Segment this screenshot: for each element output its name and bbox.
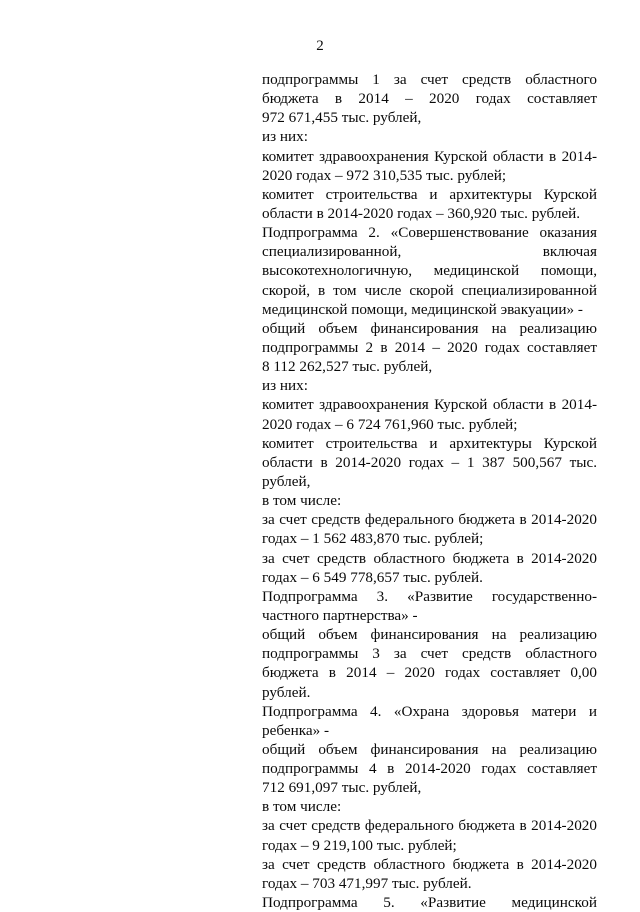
text-line: за счет средств областного бюджета в 2014-2020 <box>262 549 597 567</box>
text-line: 8 112 262,527 тыс. рублей, <box>262 358 433 376</box>
text-line: подпрограммы 3 за счет средств областного <box>262 645 597 663</box>
paragraph <box>262 147 597 185</box>
text-line: 2020 годах – 972 310,535 тыс. рублей; <box>262 166 507 184</box>
text-line: годах – 1 562 483,870 тыс. рублей; <box>262 530 484 548</box>
text-line: общий объем финансирования на реализацию <box>262 626 597 644</box>
text-line: годах – 9 219,100 тыс. рублей; <box>262 836 457 854</box>
text-line: Подпрограмма 3. «Развитие государственно- <box>262 587 597 605</box>
text-line: годах – 703 471,997 тыс. рублей. <box>262 874 472 892</box>
paragraph <box>262 510 597 548</box>
paragraph <box>262 70 597 127</box>
text-line: рублей, <box>262 472 311 490</box>
paragraph <box>262 376 597 395</box>
text-line: комитет здравоохранения Курской области в 2014- <box>262 147 597 165</box>
text-line: подпрограммы 2 в 2014 – 2020 годах составляет <box>262 338 597 356</box>
text-line: Подпрограмма 5. «Развитие медицинской <box>262 894 597 912</box>
paragraph <box>262 816 597 854</box>
document-body <box>262 70 597 912</box>
paragraph <box>262 185 597 223</box>
paragraph <box>262 702 597 740</box>
text-line: из них: <box>262 377 308 395</box>
page-number: 2 <box>316 38 324 54</box>
text-line: комитет строительства и архитектуры Курской <box>262 434 597 452</box>
text-line: рублей. <box>262 683 311 701</box>
text-line: Подпрограмма 4. «Охрана здоровья матери и <box>262 702 597 720</box>
paragraph <box>262 893 597 912</box>
paragraph <box>262 127 597 146</box>
text-line: комитет здравоохранения Курской области в 2014- <box>262 396 597 414</box>
text-line: подпрограммы 1 за счет средств областного <box>262 71 597 88</box>
paragraph <box>262 223 597 319</box>
text-line: за счет средств федерального бюджета в 2014-2020 <box>262 817 597 835</box>
paragraph <box>262 740 597 797</box>
text-line: в том числе: <box>262 798 342 816</box>
paragraph <box>262 797 597 816</box>
paragraph <box>262 434 597 491</box>
text-line: общий объем финансирования на реализацию <box>262 740 597 758</box>
paragraph <box>262 319 597 376</box>
text-line: за счет средств федерального бюджета в 2014-2020 <box>262 511 597 529</box>
text-line: области в 2014-2020 годах – 360,920 тыс. рублей. <box>262 204 581 222</box>
paragraph <box>262 855 597 893</box>
text-line: подпрограммы 4 в 2014-2020 годах составляет <box>262 760 597 778</box>
text-line: 712 691,097 тыс. рублей, <box>262 779 422 797</box>
paragraph <box>262 491 597 510</box>
text-line: Подпрограмма 2. «Совершенствование оказания <box>262 224 597 242</box>
text-line: скорой, в том числе скорой специализированной <box>262 281 597 299</box>
text-line: медицинской помощи, медицинской эвакуации» - <box>262 300 583 318</box>
paragraph <box>262 587 597 625</box>
text-line: частного партнерства» - <box>262 606 418 624</box>
text-line: 2020 годах – 6 724 761,960 тыс. рублей; <box>262 415 518 433</box>
text-line: специализированной, включая <box>262 243 597 261</box>
text-line: в том числе: <box>262 492 342 510</box>
text-line: годах – 6 549 778,657 тыс. рублей. <box>262 568 483 586</box>
text-line: за счет средств областного бюджета в 2014-2020 <box>262 855 597 873</box>
text-line: общий объем финансирования на реализацию <box>262 319 597 337</box>
text-line: из них: <box>262 128 308 146</box>
text-line: 972 671,455 тыс. рублей, <box>262 109 422 127</box>
text-line: высокотехнологичную, медицинской помощи, <box>262 262 597 280</box>
text-line: комитет строительства и архитектуры Курской <box>262 185 597 203</box>
paragraph <box>262 395 597 433</box>
paragraph <box>262 549 597 587</box>
text-line: области в 2014-2020 годах – 1 387 500,567 тыс. <box>262 453 597 471</box>
paragraph <box>262 625 597 702</box>
text-line: бюджета в 2014 – 2020 годах составляет 0,00 <box>262 664 597 682</box>
text-line: ребенка» - <box>262 721 330 739</box>
text-line: бюджета в 2014 – 2020 годах составляет <box>262 90 597 108</box>
